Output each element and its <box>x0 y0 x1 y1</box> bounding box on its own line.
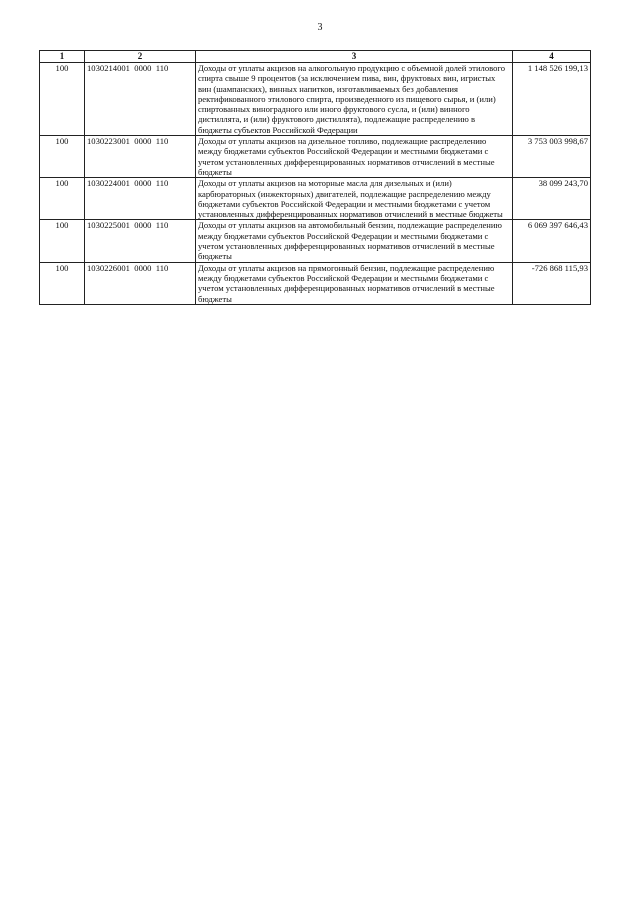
revenue-name-cell: Доходы от уплаты акцизов на автомобильный бензин, подлежащие распределению между бюджетами субъектов Российской Федерации и местными бюджетами с учетом установленных дифференцированных нормативов отчислений в местные бюджеты <box>196 220 513 262</box>
budget-code-cell: 1030226001 0000 110 <box>85 262 196 304</box>
header-col-1: 1 <box>40 51 85 63</box>
table-header <box>40 51 591 63</box>
amount-cell: 38 099 243,70 <box>513 178 591 220</box>
budget-code-cell: 1030225001 0000 110 <box>85 220 196 262</box>
table-row <box>40 63 591 136</box>
admin-code-cell: 100 <box>40 220 85 262</box>
table-row <box>40 136 591 178</box>
amount-cell: 3 753 003 998,67 <box>513 136 591 178</box>
revenue-name-cell: Доходы от уплаты акцизов на прямогонный бензин, подлежащие распределению между бюджетами субъектов Российской Федерации и местными бюджетами с учетом установленных дифференцированных нормативов отчислений в местные бюджеты <box>196 262 513 304</box>
revenue-table <box>39 50 591 305</box>
budget-code-cell: 1030223001 0000 110 <box>85 136 196 178</box>
page-number: 3 <box>317 22 323 33</box>
amount-cell: -726 868 115,93 <box>513 262 591 304</box>
budget-code-cell: 1030214001 0000 110 <box>85 63 196 136</box>
amount-cell: 6 069 397 646,43 <box>513 220 591 262</box>
header-row <box>40 51 591 63</box>
table-row <box>40 262 591 304</box>
admin-code-cell: 100 <box>40 178 85 220</box>
admin-code-cell: 100 <box>40 262 85 304</box>
admin-code-cell: 100 <box>40 63 85 136</box>
header-col-4: 4 <box>513 51 591 63</box>
table-body <box>40 63 591 305</box>
admin-code-cell: 100 <box>40 136 85 178</box>
revenue-name-cell: Доходы от уплаты акцизов на алкогольную продукцию с объемной долей этилового спирта свыше 9 процентов (за исключением пива, вин, фруктовых вин, игристых вин (шампанских), винных напитков, изготавливаемых без добавления ректификованного этилового спирта, произведенного из пищевого сырья, и (или) спиртованных виноградного или иного фруктового сусла, и (или) винного дистиллята, и (или) фруктового дистиллята), подлежащие распределению в бюджеты субъектов Российской Федерации <box>196 63 513 136</box>
budget-code-cell: 1030224001 0000 110 <box>85 178 196 220</box>
amount-cell: 1 148 526 199,13 <box>513 63 591 136</box>
table-row <box>40 178 591 220</box>
header-col-3: 3 <box>196 51 513 63</box>
revenue-name-cell: Доходы от уплаты акцизов на моторные масла для дизельных и (или) карбюраторных (инжекторных) двигателей, подлежащие распределению между бюджетами субъектов Российской Федерации и местными бюджетами с учетом установленных дифференцированных нормативов отчислений в местные бюджеты <box>196 178 513 220</box>
header-col-2: 2 <box>85 51 196 63</box>
table-row <box>40 220 591 262</box>
revenue-name-cell: Доходы от уплаты акцизов на дизельное топливо, подлежащие распределению между бюджетами субъектов Российской Федерации и местными бюджетами с учетом установленных дифференцированных нормативов отчислений в местные бюджеты <box>196 136 513 178</box>
